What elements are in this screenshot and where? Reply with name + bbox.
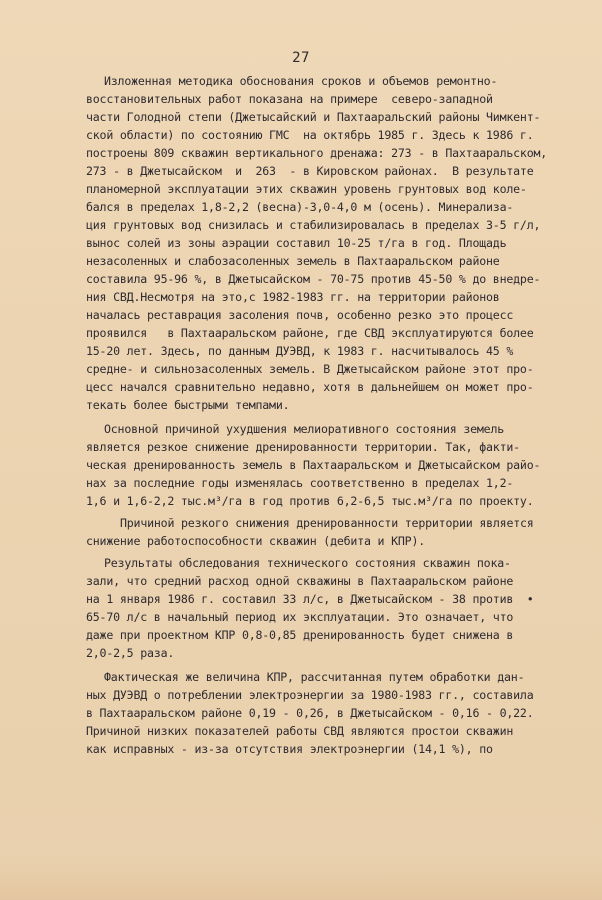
text-line: ция грунтовых вод снизилась и стабилизировалась в пределах 3-5 г/л, [86, 218, 541, 232]
text-line: планомерной эксплуатации этих скважин уровень грунтовых вод коле- [86, 182, 527, 196]
text-line: цесс начался сравнительно недавно, хотя в дальнейшем он может про- [86, 380, 534, 394]
text-line: восстановительных работ показана на примере северо-западной [86, 92, 493, 106]
text-line: 65-70 л/с в начальный период их эксплуатации. Это означает, что [86, 610, 514, 624]
paper-shading [0, 860, 602, 900]
text-line: нах за последние годы изменялась соответственно в пределах 1,2- [86, 476, 514, 490]
page-number: 27 [292, 50, 310, 66]
text-line: средне- и сильнозасоленных земель. В Джетысайском районе этот про- [86, 362, 534, 376]
text-line: бался в пределах 1,8-2,2 (весна)-3,0-4,0 м (осень). Минерализа- [86, 200, 514, 214]
text-line: снижение работоспособности скважин (дебита и КПР). [86, 534, 426, 548]
text-line: является резкое снижение дренированности территории. Так, факти- [86, 440, 520, 454]
paragraph-5 [86, 668, 586, 758]
text-line: даже при проектном КПР 0,8-0,85 дренированность будет снижена в [86, 628, 514, 642]
text-line: Фактическая же величина КПР, рассчитанная путем обработки дан- [104, 670, 525, 684]
text-line: Основной причиной ухудшения мелиоративного состояния земель [104, 422, 505, 436]
text-line: ской области) по состоянию ГМС на октябрь 1985 г. Здесь к 1986 г. [86, 128, 534, 142]
text-line: построены 809 скважин вертикального дренажа: 273 - в Пахтааральском, [86, 146, 548, 160]
paragraph-4 [86, 554, 586, 662]
text-line: Результаты обследования технического состояния скважин пока- [104, 556, 511, 570]
text-line: ния СВД.Несмотря на это,с 1982-1983 гг. на территории районов [86, 290, 500, 304]
text-line: на 1 января 1986 г. составил 33 л/с, в Джетысайском - 38 против • [86, 592, 534, 606]
text-line: части Голодной степи (Джетысайский и Пахтааральский районы Чимкент- [86, 110, 541, 124]
text-line: незасоленных и слабозасоленных земель в Пахтааральском районе [86, 254, 500, 268]
text-line: в Пахтааральском районе 0,19 - 0,26, в Джетысайском - 0,16 - 0,22. [86, 706, 534, 720]
text-line: Изложенная методика обоснования сроков и объемов ремонтно- [104, 74, 498, 88]
paragraph-2 [86, 420, 586, 510]
text-line: проявился в Пахтааральском районе, где СВД эксплуатируются более [86, 326, 534, 340]
text-line: зали, что средний расход одной скважины в Пахтааральском районе [86, 574, 514, 588]
text-line: Причиной резкого снижения дренированности территории является [120, 516, 534, 530]
text-line: началась реставрация засоления почв, особенно резко это процесс [86, 308, 514, 322]
text-line: как исправных - из-за отсутствия электроэнергии (14,1 %), по [86, 742, 493, 756]
paragraph-3 [86, 514, 586, 550]
text-line: Причиной низких показателей работы СВД являются простои скважин [86, 724, 514, 738]
text-line: 15-20 лет. Здесь, по данным ДУЭВД, к 1983 г. насчитывалось 45 % [86, 344, 514, 358]
text-line: 273 - в Джетысайском и 263 - в Кировском районах. В результате [86, 164, 534, 178]
text-line: 2,0-2,5 раза. [86, 646, 175, 660]
text-line: 1,6 и 1,6-2,2 тыс.м³/га в год против 6,2-6,5 тыс.м³/га по проекту. [86, 494, 534, 508]
text-line: ных ДУЭВД о потреблении электроэнергии за 1980-1983 гг., составила [86, 688, 534, 702]
paragraph-1 [86, 72, 586, 414]
text-line: составила 95-96 %, в Джетысайском - 70-75 против 45-50 % до внедре- [86, 272, 541, 286]
text-line: вынос солей из зоны аэрации составил 10-25 т/га в год. Площадь [86, 236, 507, 250]
document-body [86, 72, 586, 758]
text-line: текать более быстрыми темпами. [86, 398, 290, 412]
text-line: ческая дренированность земель в Пахтааральском и Джетысайском райо- [86, 458, 541, 472]
